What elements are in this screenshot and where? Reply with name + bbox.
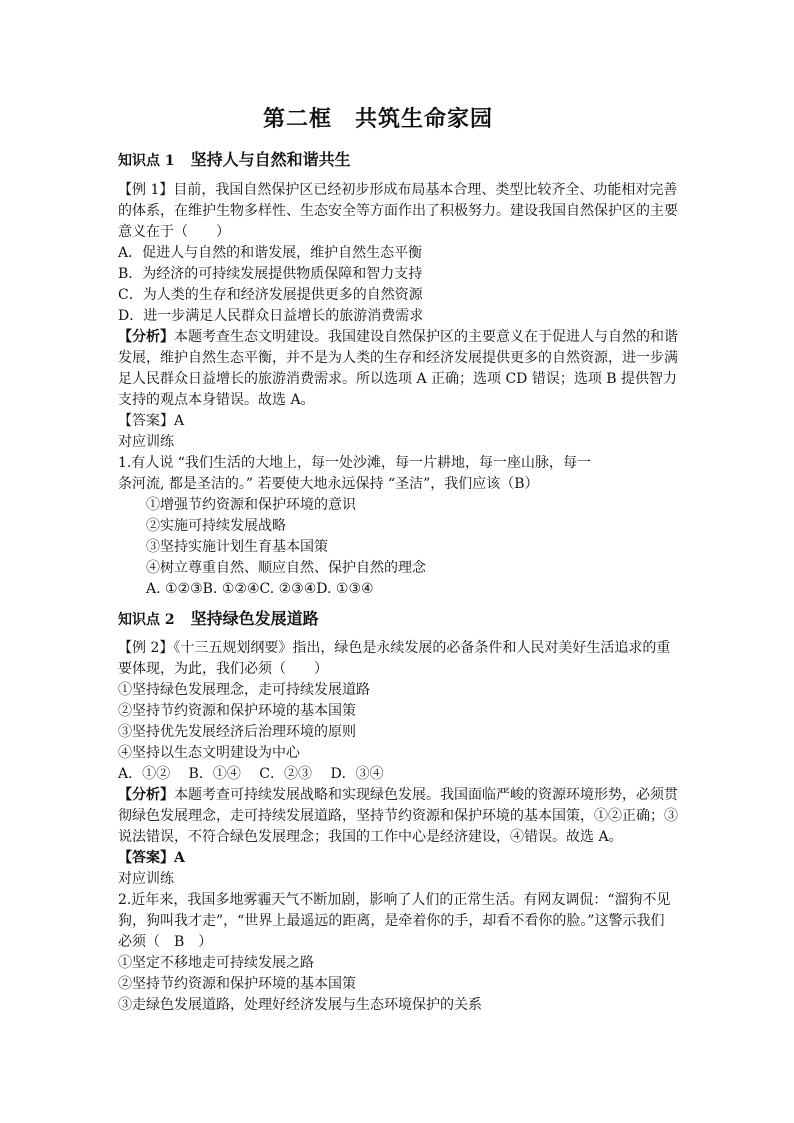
analysis-tag: 【分析】 — [118, 329, 174, 345]
answer-value: A — [174, 413, 185, 429]
knowledge-point-title: 坚持人与自然和谐共生 — [190, 150, 351, 169]
document-page — [118, 0, 698, 1123]
answer-tag: 【答案】 — [118, 850, 174, 866]
section-heading-1 — [118, 147, 351, 170]
example-tag: 【例 2】 — [118, 640, 174, 656]
answer-value: A — [174, 850, 185, 866]
page-title: 第二框 共筑生命家园 — [262, 106, 493, 132]
answer-tag: 【答案】 — [118, 413, 174, 429]
example-1-option-d: D．进一步满足人民群众日益增长的旅游消费需求 — [118, 308, 424, 324]
example-2-item-4: ④坚持以生态文明建设为中心 — [118, 745, 300, 761]
example-1-line-1: 【例 1】目前，我国自然保护区已经初步形成布局基本合理、类型比较齐全、功能相对完善 — [118, 182, 678, 198]
knowledge-point-label: 知识点 2 — [118, 612, 175, 628]
analysis-tag: 【分析】 — [118, 787, 174, 803]
example-1-option-a: A．促进人与自然的和谐发展，维护自然生态平衡 — [118, 245, 423, 261]
practice-2-line-3: 必须（ B ） — [118, 934, 213, 950]
example-2-options: A．①② B．①④ C．②③ D．③④ — [118, 766, 384, 782]
practice-1-item-4: ④树立尊重自然、顺应自然、保护自然的理念 — [146, 560, 426, 576]
knowledge-point-label: 知识点 1 — [118, 153, 175, 169]
analysis-1-line-2: 发展，维护自然生态平衡，并不是为人类的生存和经济发展提供更多的自然资源，进一步满 — [118, 350, 678, 366]
practice-2-item-2: ②坚持节约资源和保护环境的基本国策 — [118, 976, 356, 992]
analysis-1-line-4: 支持的观点本身错误。故选 A。 — [118, 392, 315, 408]
analysis-2-line-3: 说法错误，不符合绿色发展理念；我国的工作中心是经济建设，④错误。故选 A。 — [118, 829, 623, 845]
practice-2-item-1: ①坚定不移地走可持续发展之路 — [118, 955, 314, 971]
practice-1-item-1: ①增强节约资源和保护环境的意识 — [146, 497, 356, 513]
analysis-2-line-1: 【分析】本题考查可持续发展战略和实现绿色发展。我国面临严峻的资源环境形势，必须贯 — [118, 787, 678, 803]
analysis-2-line-2: 彻绿色发展理念，走可持续发展道路，坚持节约资源和保护环境的基本国策，①②正确；③ — [118, 808, 678, 824]
practice-2-item-3: ③走绿色发展道路，处理好经济发展与生态环境保护的关系 — [118, 997, 482, 1013]
example-2-line-1: 【例 2】《十三五规划纲要》指出，绿色是永续发展的必备条件和人民对美好生活追求的重 — [118, 640, 671, 656]
practice-1-item-3: ③坚持实施计划生育基本国策 — [146, 539, 328, 555]
example-1-option-b: B．为经济的可持续发展提供物质保障和智力支持 — [118, 266, 423, 282]
example-2-item-1: ①坚持绿色发展理念，走可持续发展道路 — [118, 682, 370, 698]
example-1-option-c: C．为人类的生存和经济发展提供更多的自然资源 — [118, 287, 423, 303]
analysis-1-line-3: 足人民群众日益增长的旅游消费需求。所以选项 A 正确；选项 CD 错误；选项 B 提供智力 — [118, 371, 678, 387]
section-heading-2 — [118, 606, 319, 629]
practice-label-2: 对应训练 — [118, 871, 174, 887]
example-2-line-2: 要体现，为此，我们必须（ ） — [118, 661, 328, 677]
example-tag: 【例 1】 — [118, 182, 174, 198]
example-1-line-3: 意义在于（ ） — [118, 224, 230, 240]
answer-2 — [118, 848, 185, 869]
practice-2-line-2: 狗，狗叫我才走”，“世界上最遥远的距离，是牵着你的手，却看不看你的脸。”这警示我们 — [118, 913, 665, 929]
practice-1-item-2: ②实施可持续发展战略 — [146, 518, 286, 534]
analysis-1-line-1: 【分析】本题考查生态文明建设。我国建设自然保护区的主要意义在于促进人与自然的和谐 — [118, 329, 678, 345]
example-1-line-2: 的体系，在维护生物多样性、生态安全等方面作出了积极努力。建设我国自然保护区的主要 — [118, 203, 678, 219]
knowledge-point-title: 坚持绿色发展道路 — [190, 609, 319, 628]
example-2-item-2: ②坚持节约资源和保护环境的基本国策 — [118, 703, 356, 719]
practice-2-line-1: 2.近年来，我国多地雾霾天气不断加剧，影响了人们的正常生活。有网友调侃：“溜狗不见 — [118, 892, 671, 908]
answer-1 — [118, 411, 184, 432]
practice-1-options: A. ①②③B. ①②④C. ②③④D. ①③④ — [146, 581, 374, 597]
practice-1-line-2: 条河流, 都是圣洁的。” 若要使大地永远保持 “圣洁”，我们应该（B） — [118, 476, 539, 492]
practice-label-1: 对应训练 — [118, 434, 174, 450]
example-2-item-3: ③坚持优先发展经济后治理环境的原则 — [118, 724, 356, 740]
practice-1-line-1: 1.有人说 “我们生活的大地上，每一处沙滩，每一片耕地，每一座山脉，每一 — [118, 455, 591, 471]
